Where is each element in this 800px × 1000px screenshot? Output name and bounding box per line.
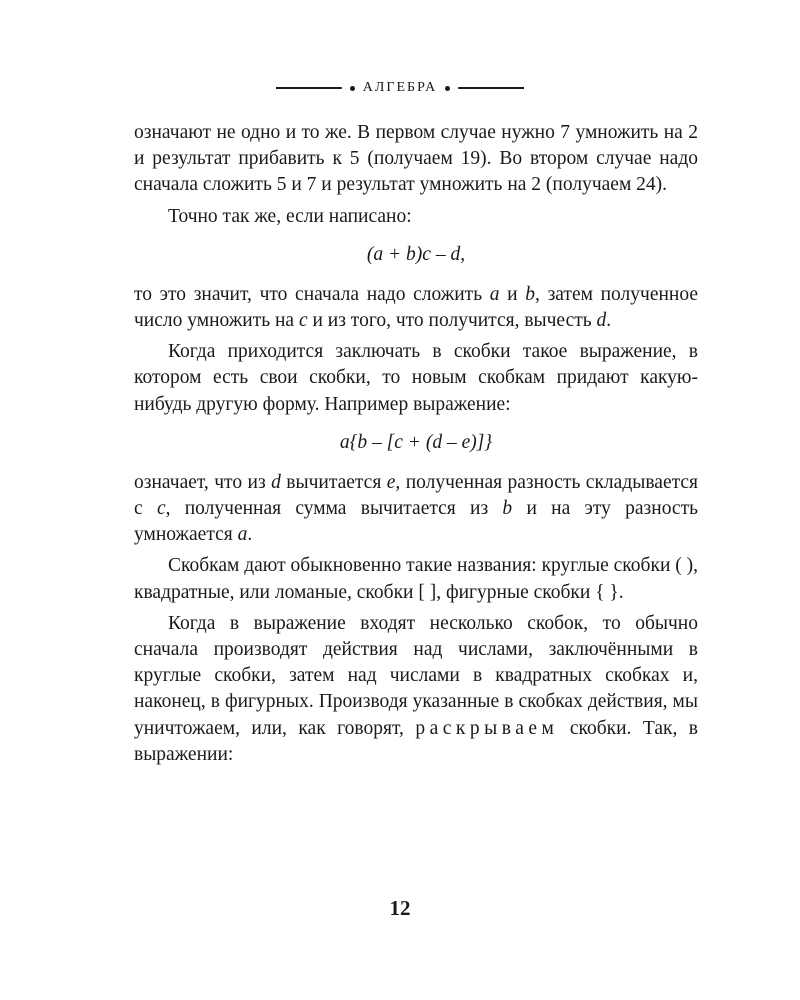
variable: b <box>502 498 513 520</box>
text-run: , полученная сумма вычитается из <box>165 498 503 520</box>
text-run: то это значит, что сначала надо сложить <box>134 283 490 305</box>
running-header <box>0 78 800 98</box>
paragraph-4: Когда приходится заключать в скобки такое выражение, в котором есть свои скобки, то новым скобкам придают какую-нибудь другую форму. Например выражение: <box>134 341 698 415</box>
text-run: , затем полученное число умножить на <box>134 283 698 332</box>
paragraph-2: Точно так же, если написано: <box>168 205 412 227</box>
variable: b <box>525 283 536 305</box>
paragraph-7 <box>134 611 698 768</box>
page-number: 12 <box>389 896 411 920</box>
text-run: и из того, что получится, вычесть <box>307 310 597 332</box>
paragraph-1: означают не одно и то же. В первом случае нужно 7 умножить на 2 и результат прибавить к 5 (получаем 19). Во втором случае надо сначала сложить 5 и 7 и результат умножить на 2 (получаем 24). <box>134 122 698 196</box>
text-run: , полученная разность складывается с <box>134 471 698 520</box>
paragraph-5 <box>134 470 698 549</box>
header-rule-right <box>458 87 524 89</box>
variable: a <box>237 524 248 546</box>
variable: d <box>271 471 281 493</box>
variable: c <box>156 498 166 520</box>
header-rule-left <box>276 87 342 89</box>
formula-1: (a + b)c – d, <box>366 243 466 265</box>
variable: e <box>386 471 396 493</box>
paragraph-6: Скобкам дают обыкновенно такие названия: круглые скобки ( ), квадратные, или ломаные, скобки [ ], фигурные скобки { }. <box>134 555 698 603</box>
variable: d <box>596 310 607 332</box>
text-run: и на эту разность умножается <box>134 498 699 546</box>
text-run: вычитается <box>280 471 387 493</box>
emphasized-word: раскрываем <box>415 717 559 739</box>
text-run: . <box>606 310 612 332</box>
running-title: АЛГЕБРА <box>362 80 438 95</box>
text-run: . <box>247 524 253 546</box>
text-run: Когда в выражение входят несколько скобок, то обычно сначала производят действия над числами, заключёнными в круглые скобки, затем над числами в квадратных скобках и, наконец, в фигурных. Производя указанные в скобках действия, мы уничтожаем, или, как говорят, <box>134 612 698 739</box>
text-run: и <box>499 283 526 305</box>
variable: c <box>298 310 308 332</box>
header-dot-right <box>445 86 450 91</box>
variable: a <box>489 283 500 305</box>
paragraph-3 <box>134 282 698 334</box>
formula-2: a{b – [c + (d – e)]} <box>339 431 493 453</box>
header-dot-left <box>350 86 355 91</box>
page-text <box>134 120 698 768</box>
text-run: скобки. Так, в выражении: <box>134 717 698 765</box>
text-run: означает, что из <box>134 471 272 493</box>
